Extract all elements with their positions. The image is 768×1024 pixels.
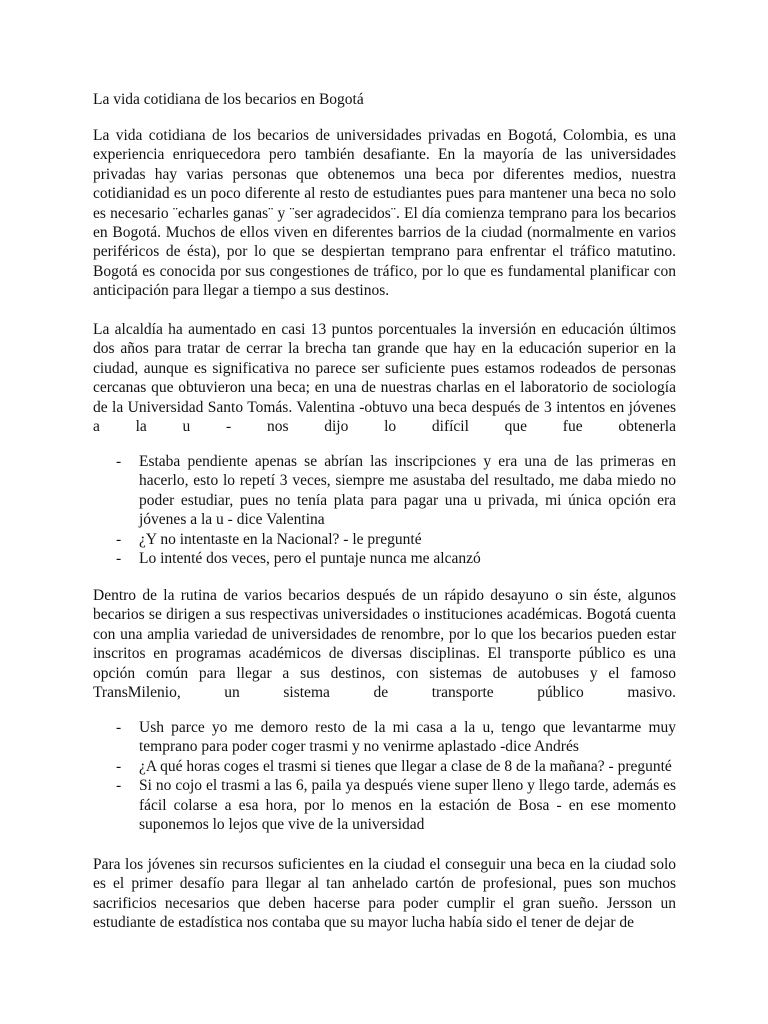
dialogue-text: Si no cojo el trasmi a las 6, paila ya después viene super lleno y llego tarde, además es fácil colarse a esa hora, por lo menos en la estación de Bosa - en ese momento suponemos lo lejos que vive de la universidad <box>139 777 676 834</box>
dialogue-list-valentina <box>93 452 676 568</box>
dialogue-list-andres <box>93 718 676 834</box>
document-title: La vida cotidiana de los becarios en Bogotá <box>93 91 364 108</box>
paragraph-desafio: Para los jóvenes sin recursos suficientes en la ciudad el conseguir una beca en la ciudad solo es el primer desafío para llegar al tan anhelado cartón de profesional, pues son muchos sacrificios necesarios que deben hacerse para poder cumplir el gran sueño. Jersson un estudiante de estadística nos contaba que su mayor lucha había sido el tener de dejar de <box>93 856 676 932</box>
dialogue-item <box>93 452 676 530</box>
dialogue-text: ¿Y no intentaste en la Nacional? - le pregunté <box>139 530 422 548</box>
dialogue-item <box>93 776 676 834</box>
dialogue-item <box>93 757 676 776</box>
dialogue-text: Estaba pendiente apenas se abrían las inscripciones y era una de las primeras en hacerlo, esto lo repetí 3 veces, siempre me asustaba del resultado, me daba miedo no poder estudiar, pues no tenía plata para pagar una u privada, mi única opción era jóvenes a la u - dice Valentina <box>139 453 676 529</box>
paragraph-intro: La vida cotidiana de los becarios de universidades privadas en Bogotá, Colombia, es una experiencia enriquecedora pero también desafiante. En la mayoría de las universidades privadas hay varias personas que obtenemos una beca por diferentes medios, nuestra cotidianidad es un poco diferente al resto de estudiantes pues para mantener una beca no solo es necesario ¨echarles ganas¨ y ¨ser agradecidos¨. El día comienza temprano para los becarios en Bogotá. Muchos de ellos viven en diferentes barrios de la ciudad (normalmente en varios periféricos de ésta), por lo que se despiertan temprano para enfrentar el tráfico matutino. Bogotá es conocida por sus congestiones de tráfico, por lo que es fundamental planificar con anticipación para llegar a tiempo a sus destinos. <box>93 127 676 300</box>
paragraph-alcaldia: La alcaldía ha aumentado en casi 13 puntos porcentuales la inversión en educación últimos dos años para tratar de cerrar la brecha tan grande que hay en la educación superior en la ciudad, aunque es significativa no parece ser suficiente pues estamos rodeados de personas cercanas que obtuvieron una beca; en una de nuestras charlas en el laboratorio de sociología de la Universidad Santo Tomás. Valentina -obtuvo una beca después de 3 intentos en jóvenes a la u - nos dijo lo difícil que fue obtenerla <box>93 321 676 436</box>
dialogue-text: Lo intenté dos veces, pero el puntaje nunca me alcanzó <box>139 550 481 568</box>
dialogue-text: ¿A qué horas coges el trasmi si tienes que llegar a clase de 8 de la mañana? - pregunté <box>139 757 672 775</box>
dash-bullet: - <box>116 719 122 736</box>
dialogue-text: Ush parce yo me demoro resto de la mi casa a la u, tengo que levantarme muy temprano para poder coger trasmi y no venirme aplastado -dice Andrés <box>139 719 676 756</box>
paragraph-rutina: Dentro de la rutina de varios becarios después de un rápido desayuno o sin éste, algunos becarios se dirigen a sus respectivas universidades o instituciones académicas. Bogotá cuenta con una amplia variedad de universidades de renombre, por lo que los becarios pueden estar inscritos en programas académicos de diversas disciplinas. El transporte público es una opción común para llegar a sus destinos, con sistemas de autobuses y el famoso TransMilenio, un sistema de transporte público masivo. <box>93 587 676 702</box>
dash-bullet: - <box>116 757 122 775</box>
dialogue-item <box>93 718 676 757</box>
dialogue-item <box>93 530 676 549</box>
dash-bullet: - <box>116 777 122 795</box>
dash-bullet: - <box>116 453 122 470</box>
dash-bullet: - <box>116 550 122 568</box>
dash-bullet: - <box>116 530 122 548</box>
dialogue-item <box>93 549 676 568</box>
